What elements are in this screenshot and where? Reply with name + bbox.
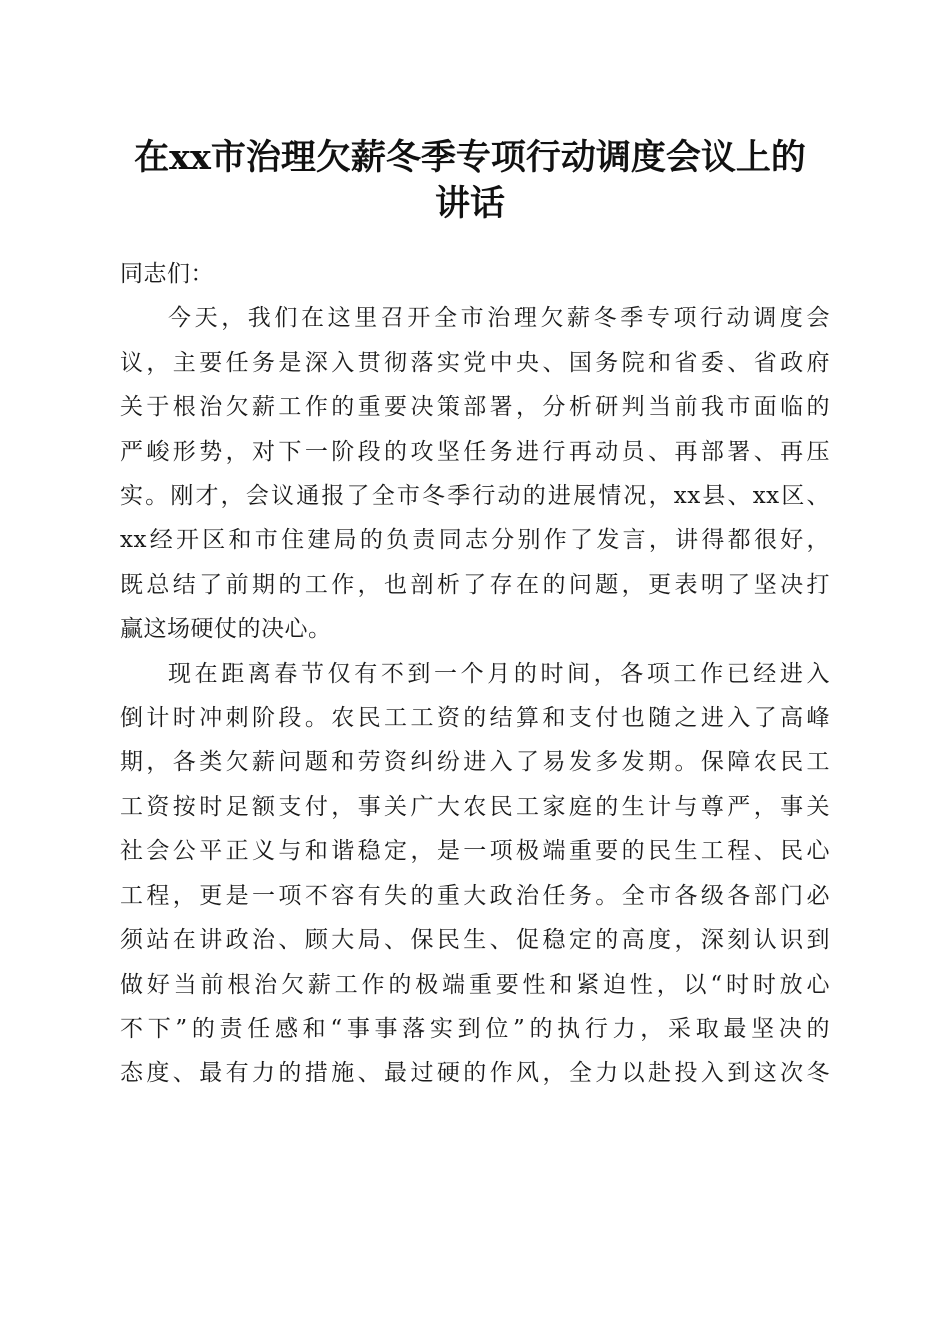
paragraph-line: 不下”的责任感和“事事落实到位”的执行力，采取最坚决的: [120, 1015, 830, 1042]
paragraph-line: 今天，我们在这里召开全市治理欠薪冬季专项行动调度会: [168, 305, 830, 332]
paragraph-line: 工程，更是一项不容有失的重大政治任务。全市各级各部门必: [120, 882, 830, 909]
paragraph-line: 期，各类欠薪问题和劳资纠纷进入了易发多发期。保障农民工: [120, 749, 830, 776]
paragraph-line: 工资按时足额支付，事关广大农民工家庭的生计与尊严，事关: [120, 793, 830, 820]
salutation-text: 同志们：: [120, 261, 214, 287]
paragraph-line: 社会公平正义与和谐稳定，是一项极端重要的民生工程、民心: [120, 838, 830, 865]
paragraph-line: 既总结了前期的工作，也剖析了存在的问题，更表明了坚决打: [120, 571, 830, 598]
paragraph-2: [120, 652, 830, 1096]
paragraph-line: xx经开区和市住建局的负责同志分别作了发言，讲得都很好，: [120, 527, 830, 554]
paragraph-1: [120, 296, 830, 651]
paragraph-line: 实。刚才，会议通报了全市冬季行动的进展情况，xx县、xx区、: [120, 483, 830, 510]
paragraph-line: 赢这场硬仗的决心。: [120, 616, 332, 643]
paragraph-line: 倒计时冲刺阶段。农民工工资的结算和支付也随之进入了高峰: [120, 705, 830, 732]
paragraph-line: 态度、最有力的措施、最过硬的作风，全力以赴投入到这次冬: [120, 1060, 830, 1087]
title-line-2: 讲话: [434, 183, 505, 224]
paragraph-line: 须站在讲政治、顾大局、保民生、促稳定的高度，深刻认识到: [120, 927, 830, 954]
paragraph-line: 现在距离春节仅有不到一个月的时间，各项工作已经进入: [168, 660, 830, 687]
paragraph-line: 关于根治欠薪工作的重要决策部署，分析研判当前我市面临的: [120, 394, 830, 421]
document-title: [100, 135, 840, 227]
salutation: [120, 252, 830, 296]
paragraph-line: 严峻形势，对下一阶段的攻坚任务进行再动员、再部署、再压: [120, 438, 830, 465]
paragraph-line: 议，主要任务是深入贯彻落实党中央、国务院和省委、省政府: [120, 349, 830, 376]
title-line-1: 在xx市治理欠薪冬季专项行动调度会议上的: [134, 137, 806, 178]
paragraph-line: 做好当前根治欠薪工作的极端重要性和紧迫性，以“时时放心: [120, 971, 830, 998]
document-body: [120, 252, 830, 1096]
